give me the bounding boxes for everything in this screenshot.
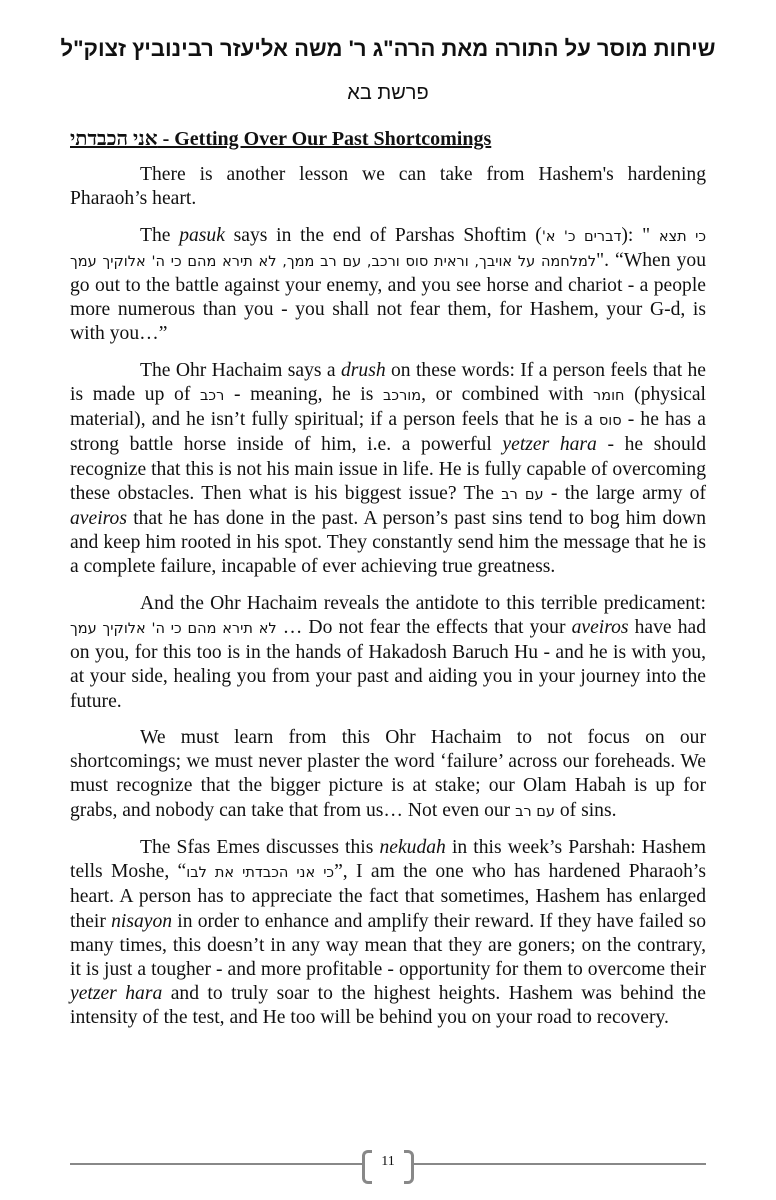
text-run: - he should recognize that this is not his main issue in life. He is fully capable of overcoming these obstacles. Then what is his biggest issue? The xyxy=(70,434,706,504)
italic-term: pasuk xyxy=(179,224,225,246)
article-body xyxy=(70,163,706,1043)
heading-english: - Getting Over Our Past Shortcomings xyxy=(157,128,492,150)
text-run: on these words: If a person feels that he is made up of xyxy=(70,359,707,405)
footer-rule-right xyxy=(413,1163,706,1165)
text-run: The Sfas Emes discusses this xyxy=(140,837,380,859)
italic-term: nekudah xyxy=(379,837,446,859)
text-run: that he has done in the past. A person’s past sins tend to bog him down and keep him rooted in his spot. They constantly send him the message that he is a complete failure, incapable of ever achieving true greatness. xyxy=(70,508,706,578)
text-run: The Ohr Hachaim says a xyxy=(140,359,341,381)
hebrew-quote: לא תירא מהם כי ה' אלוקיך עמך xyxy=(70,621,277,638)
hebrew-quote: עם רב xyxy=(501,486,544,503)
text-run: There is another lesson we can take from Hashem's hardening Pharaoh’s heart. xyxy=(70,164,706,210)
text-run: (physical material), and he isn’t fully spiritual; if a person feels that he is a xyxy=(70,384,706,431)
paragraph xyxy=(70,224,706,347)
text-run: ”, I am the one who has hardened Pharaoh’s heart. A person has to appreciate the fact that sometimes, Hashem has enlarged their xyxy=(70,861,706,932)
paragraph xyxy=(70,592,706,714)
hebrew-quote: כי אני הכבדתי את לבו xyxy=(186,865,335,882)
italic-term: drush xyxy=(340,359,386,381)
italic-term: aveiros xyxy=(571,617,629,639)
text-run: We must learn from this Ohr Hachaim to not focus on our shortcomings; we must never plaster the word ‘failure’ across our foreheads. We must recognize that the bigger picture is at stake; our Olam Habah is up for grabs, and nobody can take that from us… Not even our xyxy=(70,727,706,821)
text-run: The xyxy=(140,224,180,246)
text-run: in order to enhance and amplify their reward. If they have failed so many times, this doesn’t in any way mean that they are goners; on the contrary, it is just a tougher - and more profitable - opportunity for them to overcome their xyxy=(70,910,706,981)
text-run: - meaning, he is xyxy=(224,384,384,405)
heading-hebrew: אני הכבדתי xyxy=(70,128,158,150)
text-run: And the Ohr Hachaim reveals the antidote to this terrible predicament: xyxy=(140,592,706,614)
text-run: , or combined with xyxy=(421,384,594,405)
paragraph xyxy=(70,359,706,580)
text-run: ". “When you go out to the battle against your enemy, and you see horse and chariot - a people more numerous than you - you shall not fear them, for Hashem, your G-d, is with you…” xyxy=(70,249,706,345)
paragraph xyxy=(70,836,706,1031)
text-run: and to truly soar to the highest heights. Hashem was behind the intensity of the test, and He too will be behind you on your road to recovery. xyxy=(70,983,706,1029)
text-run: - he has a strong battle horse inside of him, i.e. a powerful xyxy=(70,409,706,456)
section-heading xyxy=(70,128,491,151)
footer-rule-left xyxy=(70,1163,363,1165)
text-run: in this week’s Parshah: Hashem tells Moshe, “ xyxy=(70,837,706,883)
text-run: of sins. xyxy=(554,799,617,821)
parsha-subtitle: פרשת בא xyxy=(347,82,429,104)
hebrew-quote: דברים כ' א' xyxy=(541,228,622,245)
text-run: - the large army of xyxy=(543,482,706,504)
text-run: ): " xyxy=(621,224,659,246)
text-run: … Do not fear the effects that your xyxy=(276,617,572,639)
paragraph xyxy=(70,163,706,211)
hebrew-quote: כי תצא למלחמה על אויבך, וראית סוס ורכב, עם רב ממך, לא תירא מהם כי ה' אלוקיך עמך xyxy=(70,228,706,270)
hebrew-quote: סוס xyxy=(598,413,622,430)
hebrew-quote: רכב xyxy=(200,388,225,404)
hebrew-quote: עם רב xyxy=(515,803,555,820)
text-run: says in the end of Parshas Shoftim ( xyxy=(224,224,542,246)
italic-term: yetzer hara xyxy=(70,983,163,1005)
text-run: have had on you, for this too is in the hands of Hakadosh Baruch Hu - and he is with you, at your side, healing you from your past and aiding you in your journey into the future. xyxy=(70,617,707,712)
page-footer xyxy=(70,1148,706,1180)
paragraph xyxy=(70,726,706,824)
italic-term: yetzer hara xyxy=(502,434,597,456)
hebrew-quote: מורכב xyxy=(383,388,422,404)
book-title: שיחות מוסר על התורה מאת הרה"ג ר' משה אליעזר רבינוביץ זצוק"ל xyxy=(60,36,716,61)
page-number: 11 xyxy=(381,1154,395,1169)
italic-term: nisayon xyxy=(111,910,173,932)
italic-term: aveiros xyxy=(70,508,127,530)
hebrew-quote: חומר xyxy=(593,388,625,404)
